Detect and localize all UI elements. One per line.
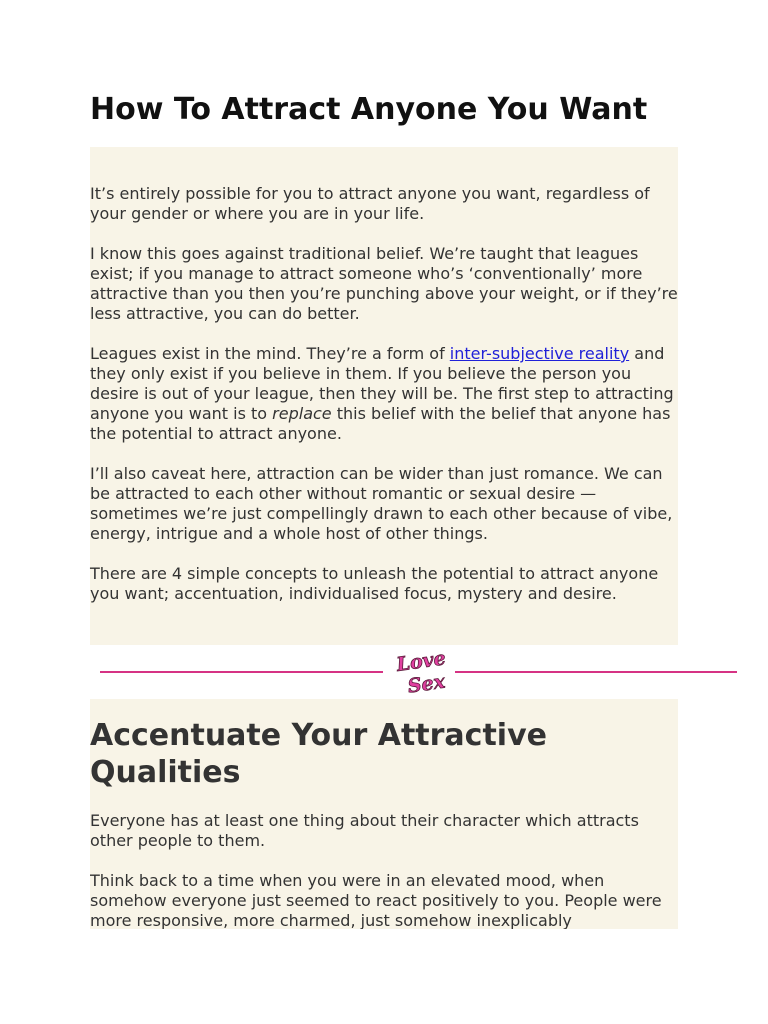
love-sex-logo-icon — [390, 646, 448, 698]
intro-paragraph-4: I’ll also caveat here, attraction can be wider than just romance. We can be attracted to each other without romantic or sexual desire — sometimes we’re just compellingly drawn to each other because of vibe, energy, intrigue and a whole host of other things. — [90, 464, 673, 543]
section-paragraph-2: Think back to a time when you were in an elevated mood, when somehow everyone just seemed to react positively to you. People were more responsive, more charmed, just somehow inexplicably — [90, 871, 662, 929]
divider-rule-left — [100, 671, 383, 673]
divider-rule-right — [455, 671, 737, 673]
emphasis-replace: replace — [272, 404, 332, 423]
inter-subjective-reality-link[interactable]: inter-subjective reality — [449, 344, 630, 363]
logo-text-sex: Sex — [406, 670, 447, 698]
intro-paragraph-3-text-b: and they only exist if you believe in them. If you believe the person you desire is out of your league, then they will be. The first step to attracting anyone you want is to — [90, 344, 674, 423]
intro-paragraph-3-text-a: Leagues exist in the mind. They’re a form of — [90, 344, 450, 363]
intro-paragraph-1: It’s entirely possible for you to attract anyone you want, regardless of your gender or where you are in your life. — [90, 184, 650, 223]
intro-paragraph-3 — [90, 344, 678, 444]
intro-paragraph-3-text-c: this belief with the belief that anyone has the potential to attract anyone. — [90, 404, 671, 443]
section-content-box — [90, 699, 678, 929]
intro-paragraph-5: There are 4 simple concepts to unleash the potential to attract anyone you want; accentuation, individualised focus, mystery and desire. — [90, 564, 659, 603]
section-paragraph-1: Everyone has at least one thing about their character which attracts other people to them. — [90, 811, 639, 850]
page-title: How To Attract Anyone You Want — [90, 92, 648, 127]
section-heading: Accentuate Your Attractive Qualities — [90, 718, 547, 790]
section-divider — [100, 646, 737, 698]
logo-text-love: Love — [395, 647, 448, 676]
intro-paragraph-2: I know this goes against traditional belief. We’re taught that leagues exist; if you manage to attract someone who’s ‘conventionally’ more attractive than you then you’re punching above your weight, or if they’re less attractive, you can do better. — [90, 244, 678, 323]
intro-content-box — [90, 147, 678, 645]
